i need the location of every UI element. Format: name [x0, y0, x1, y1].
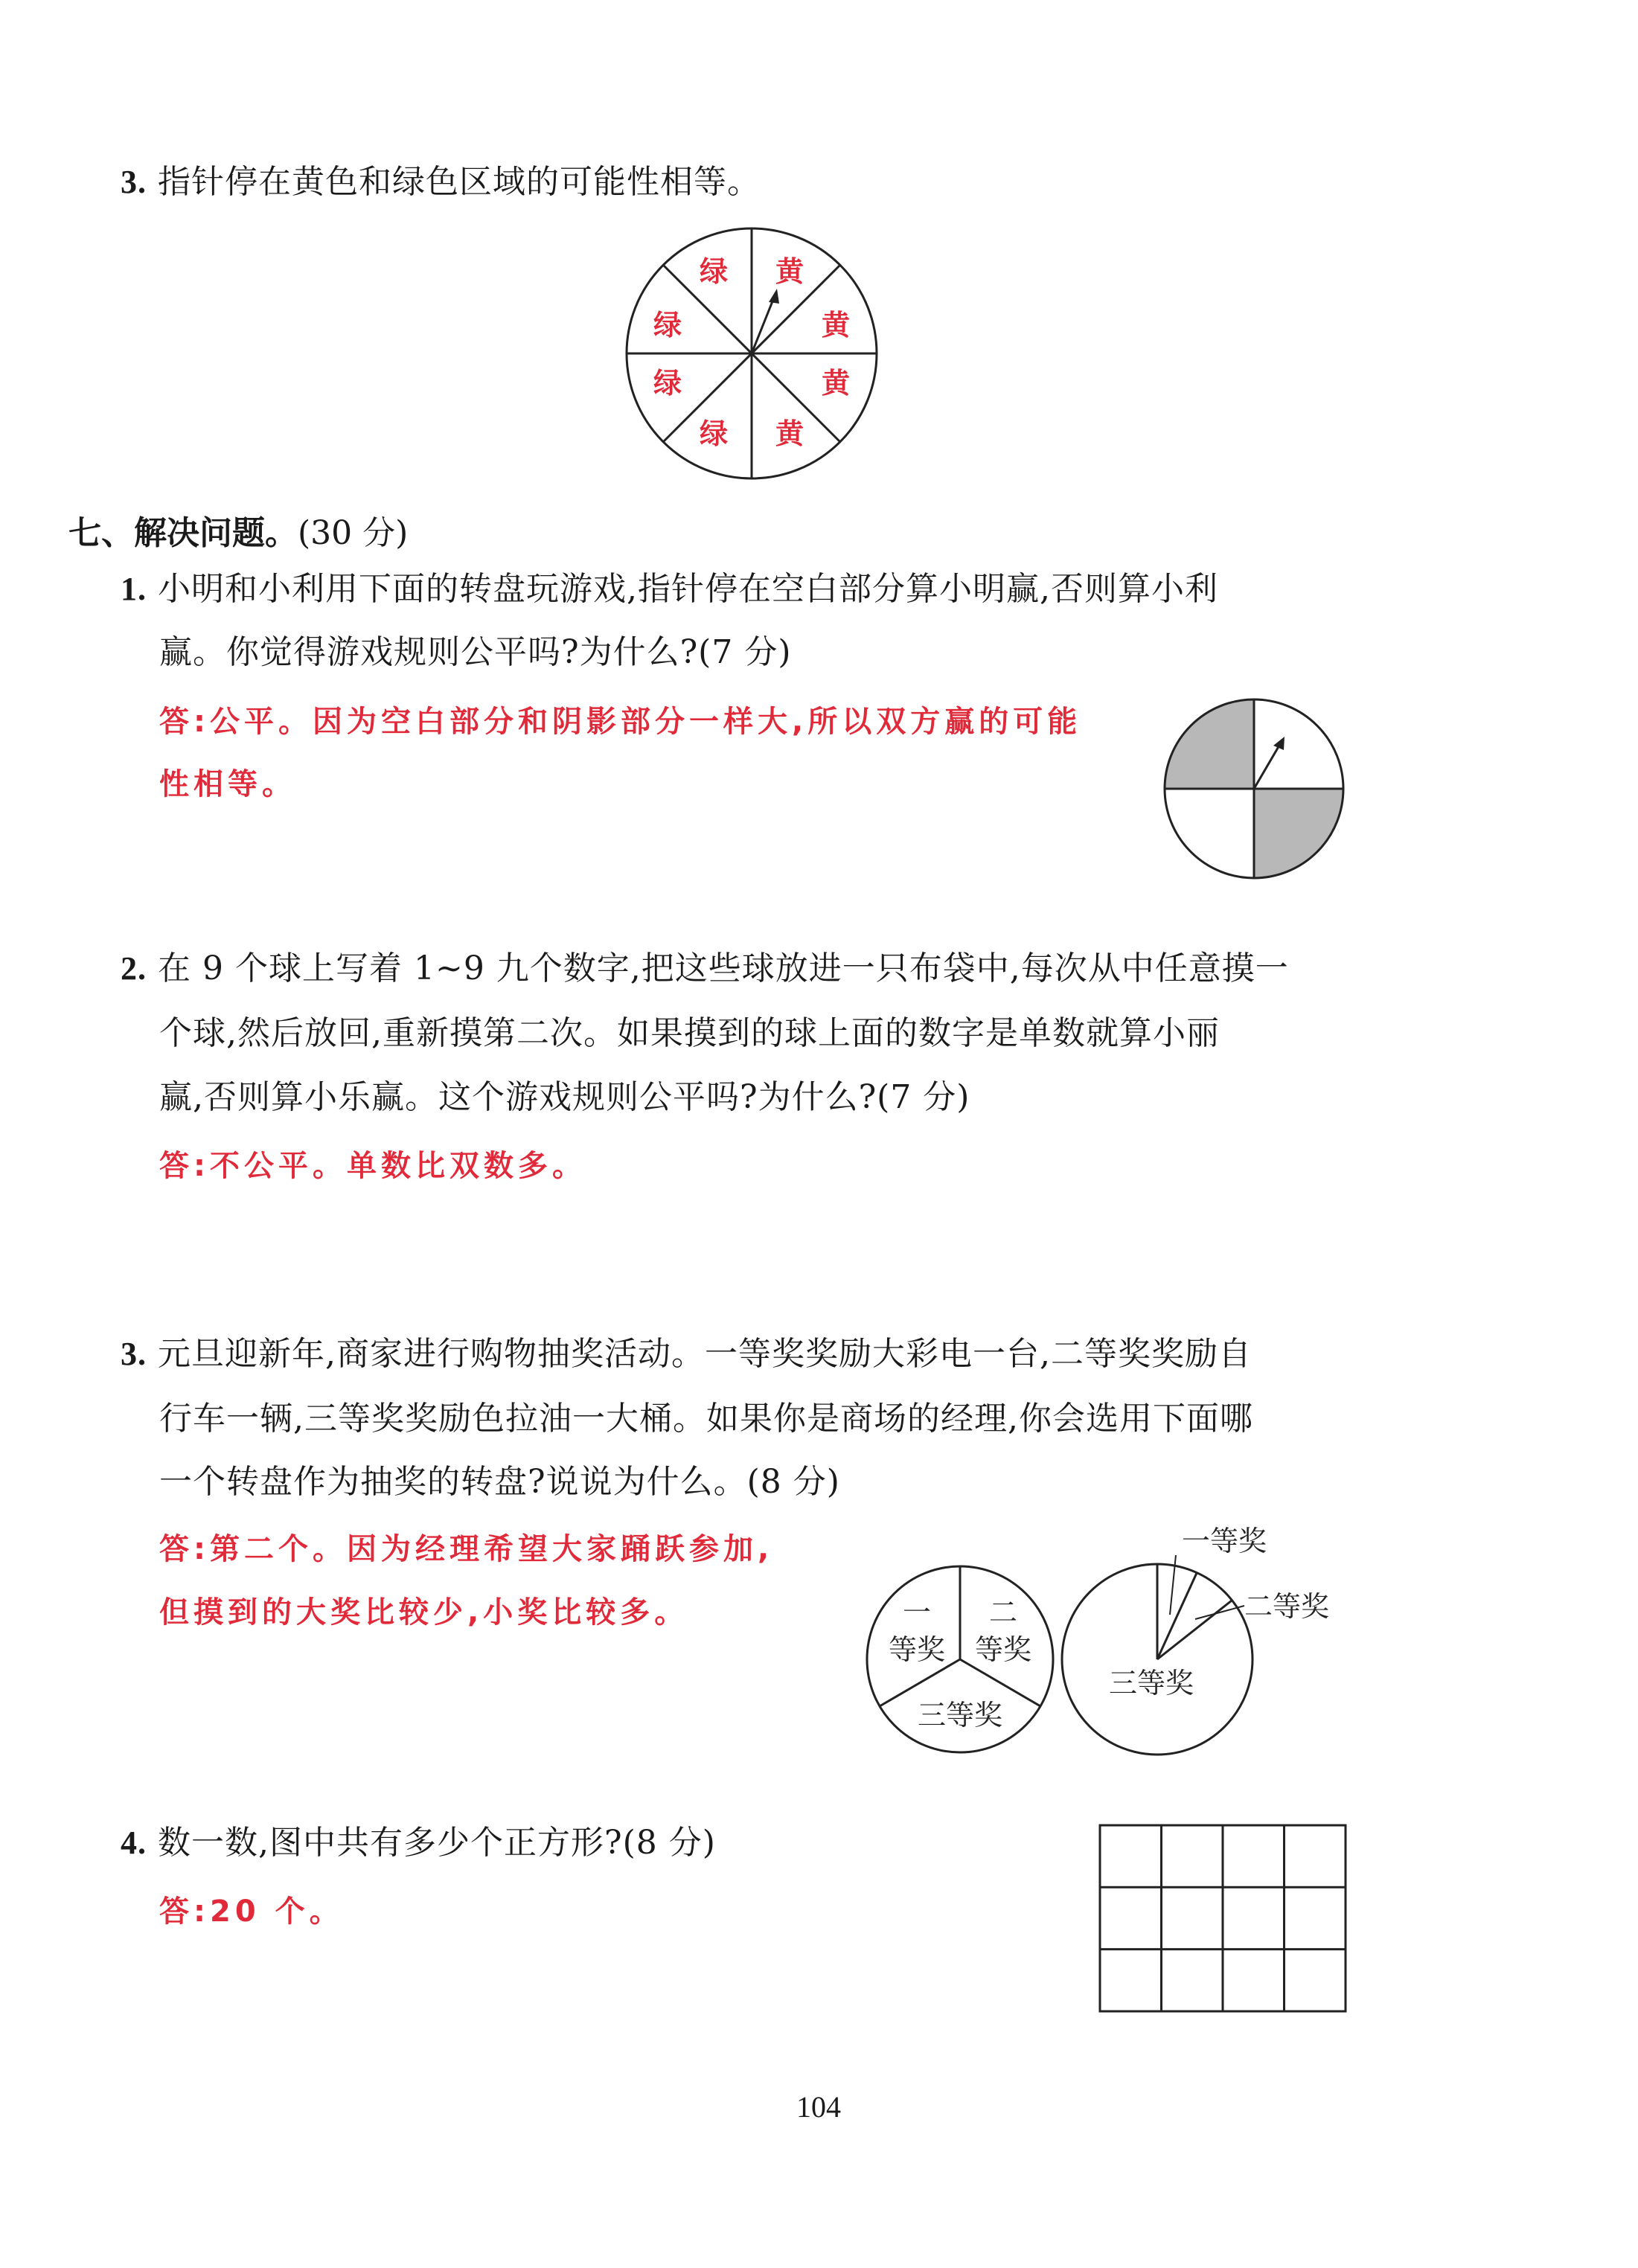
section-points: (30 分) [298, 514, 409, 552]
sector-label: 黄 [821, 366, 851, 400]
p4-answer: 答:20 个。 [159, 1894, 344, 1929]
prize-label-first: 一等奖 [1182, 1525, 1267, 1557]
p3-line1: 3. 元旦迎新年,商家进行购物抽奖活动。一等奖奖励大彩电一台,二等奖奖励自 [121, 1335, 1252, 1373]
leader-line [1195, 1606, 1244, 1619]
equal-prize-spinner [856, 1555, 1064, 1764]
q3-top-text: 指针停在黄色和绿色区域的可能性相等。 [158, 163, 761, 201]
p2-line2: 个球,然后放回,重新摸第二次。如果摸到的球上面的数字是单数就算小丽 [159, 1014, 1220, 1052]
p3-number: 3. [121, 1336, 147, 1372]
prize-label-second: 二等奖 [1244, 1590, 1330, 1623]
p1-line1: 1. 小明和小利用下面的转盘玩游戏,指针停在空白部分算小明赢,否则算小利 [121, 570, 1218, 608]
two-color-spinner [1157, 692, 1351, 885]
p3-line2: 行车一辆,三等奖奖励色拉油一大桶。如果你是商场的经理,你会选用下面哪 [159, 1400, 1253, 1438]
p4-number: 4. [121, 1825, 147, 1861]
sector-label: 绿 [653, 366, 682, 400]
prize-label-first: 一 [902, 1596, 932, 1629]
sector-label: 黄 [775, 254, 804, 288]
page-number: 104 [796, 2090, 841, 2124]
prize-label-third: 三等奖 [917, 1699, 1003, 1732]
square-grid [1098, 1823, 1351, 2016]
p3-line3: 一个转盘作为抽奖的转盘?说说为什么。(8 分) [159, 1463, 840, 1501]
sector-label: 黄 [775, 417, 804, 450]
prize-label-first: 等奖 [888, 1633, 946, 1666]
weighted-prize-spinner [1049, 1511, 1377, 1764]
p1-answer-line2: 性相等。 [159, 767, 296, 801]
p3-answer-line2: 但摸到的大奖比较少,小奖比较多。 [159, 1595, 689, 1630]
p2-line1: 2. 在 9 个球上写着 1~9 九个数字,把这些球放进一只布袋中,每次从中任意摸一 [121, 949, 1289, 987]
prize-label-second: 等奖 [974, 1633, 1032, 1666]
p1-line2: 赢。你觉得游戏规则公平吗?为什么?(7 分) [159, 633, 792, 671]
spinner-pointer [752, 298, 774, 353]
p2-answer: 答:不公平。单数比双数多。 [159, 1149, 586, 1183]
p1-answer-line1: 答:公平。因为空白部分和阴影部分一样大,所以双方赢的可能 [159, 705, 1082, 739]
prize-label-third: 三等奖 [1109, 1667, 1194, 1700]
section-heading [68, 506, 408, 554]
spinner-pointer-head [769, 289, 779, 304]
sector-label: 绿 [699, 254, 729, 288]
q3-top-statement [121, 162, 761, 202]
sector-label: 绿 [653, 308, 682, 342]
p4-line1: 4. 数一数,图中共有多少个正方形?(8 分) [121, 1824, 716, 1862]
p1-number: 1. [121, 571, 147, 607]
p3-answer-line1: 答:第二个。因为经理希望大家踊跃参加, [159, 1532, 774, 1566]
p2-line3: 赢,否则算小乐赢。这个游戏规则公平吗?为什么?(7 分) [159, 1078, 970, 1116]
eight-sector-spinner [614, 216, 889, 491]
sector-label: 绿 [699, 417, 729, 450]
sector-label: 黄 [821, 308, 851, 342]
section-title: 七、解决问题。 [68, 514, 298, 552]
spinner-pointer [1254, 744, 1280, 789]
p2-number: 2. [121, 950, 147, 987]
q3-top-number: 3. [121, 164, 147, 200]
prize-label-second: 二 [988, 1596, 1018, 1629]
